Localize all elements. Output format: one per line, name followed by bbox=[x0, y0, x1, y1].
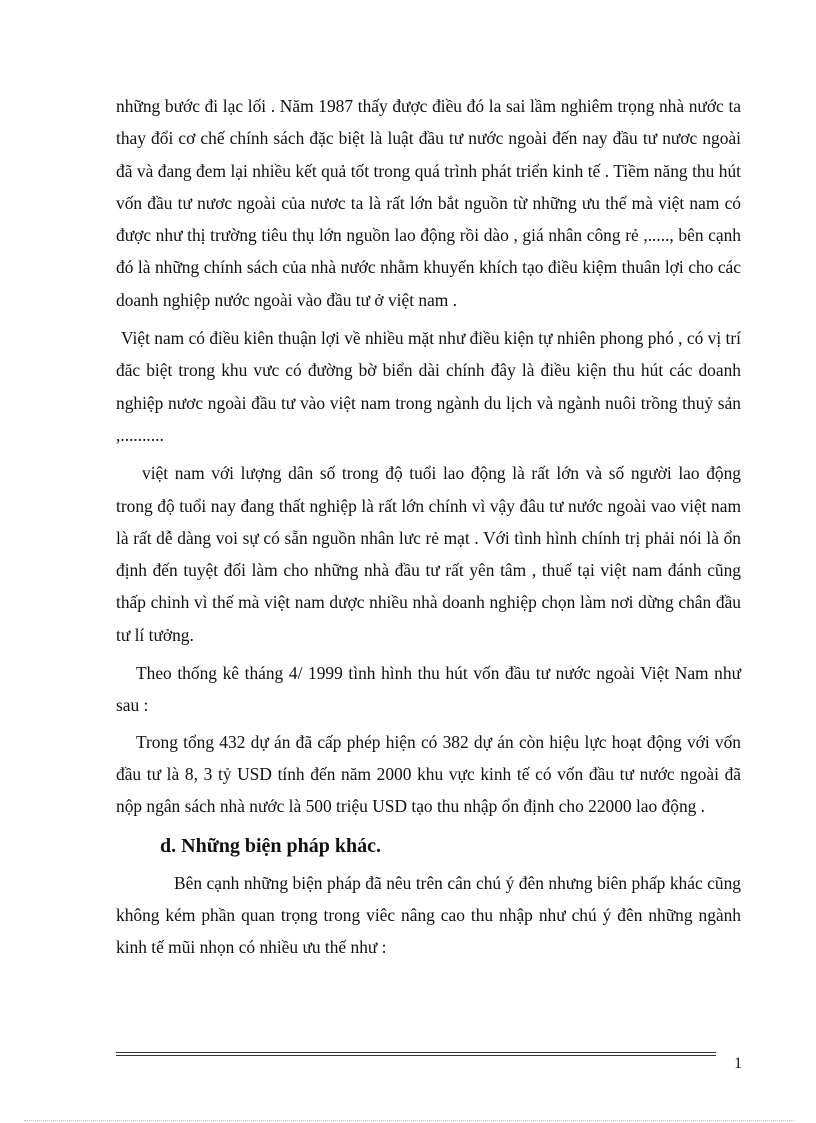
paragraph-project-statistics: Trong tổng 432 dự án đã cấp phép hiện có 382 dự án còn hiệu lực hoạt động với vốn đầu tư là 8, 3 tỷ USD tính đến năm 2000 khu vực kinh tế có vốn đầu tư nước ngoài đã nộp ngân sách nhà nước là 500 triệu USD tạo thu nhập ổn định cho 22000 lao động . bbox=[116, 731, 741, 817]
footer-rule-top bbox=[116, 1052, 716, 1053]
paragraph-other-measures: Bên cạnh những biện pháp đã nêu trên cân chú ý đên nhưng biên phấp khác cũng không kém phần quan trọng trong viêc nâng cao thu nhập như chú ý đên những ngành kinh tế mũi nhọn có nhiều ưu thế như : bbox=[116, 872, 741, 958]
paragraph-natural-conditions: Việt nam có điều kiên thuận lợi về nhiều mặt như điều kiện tự nhiên phong phó , có vị trí đăc biệt trong khu vưc có đường bờ biển dài chính đây là điều kiện thu hút các doanh nghiệp nươc ngoài đầu tư vào việt nam trong ngành du lịch và ngành nuôi trồng thuỷ sản ,.......... bbox=[116, 328, 741, 445]
body-text bbox=[116, 90, 741, 963]
paragraph-statistics-intro: Theo thống kê tháng 4/ 1999 tình hình thu hút vốn đầu tư nước ngoài Việt Nam như sau : bbox=[116, 663, 741, 716]
footer-rule-bottom bbox=[116, 1055, 716, 1056]
paragraph-foreign-investment-history: những bước đi lạc lối . Năm 1987 thấy được điều đó la sai lầm nghiêm trọng nhà nước ta thay đổi cơ chế chính sách đặc biệt là luật đầu tư nước ngoài đến nay đầu tư nươc ngoài đã và đang đem lại nhiều kết quả tốt trong quá trình phát triển kinh tế . Tiềm năng thu hút vốn đầu tư nươc ngoài của nươc ta là rất lớn bắt nguồn từ những ưu thế mà việt nam có được như thị trường tiêu thụ lớn nguồn lao động rồi dào , giá nhân công rẻ ,....., bên cạnh đó là những chính sách của nhà nước nhằm khuyến khích tạo điều kiệm thuân lợi cho các doanh nghiệp nước ngoài vào đầu tư ở việt nam . bbox=[116, 96, 741, 310]
section-heading: d. Những biện pháp khác. bbox=[160, 834, 381, 857]
page-edge-dotted-line bbox=[24, 1120, 794, 1121]
page-number: 1 bbox=[734, 1055, 742, 1072]
paragraph-labor-force: việt nam với lượng dân số trong độ tuổi lao động là rất lớn và số người lao động trong độ tuổi nay đang thất nghiệp là rất lớn chính vì vậy đâu tư nước ngoài vao việt nam là rất dễ dàng voi sự có sẵn nguồn nhân lưc rẻ mạt . Với tình hình chính trị phải nói là ổn định đến tuyệt đối làm cho những nhà đầu tư rất yên tâm , thuế tại việt nam đánh cũng thấp chinh vì thế mà việt nam dược nhiều nhà doanh nghiệp chọn làm nơi dừng chân đầu tư lí tưởng. bbox=[116, 463, 741, 645]
